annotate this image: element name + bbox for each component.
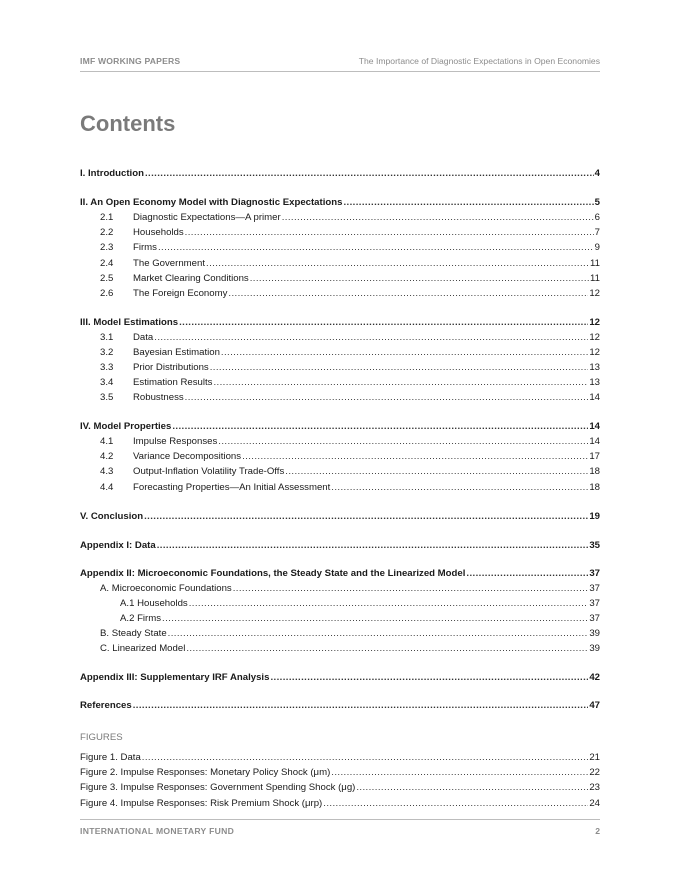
toc-entry-label: A. Microeconomic Foundations [100, 583, 232, 594]
toc-entry-page: 37 [589, 613, 600, 624]
toc-entry-number: 2.3 [100, 242, 114, 253]
toc-entry-label: Appendix III: Supplementary IRF Analysis [80, 672, 270, 683]
dot-leader [218, 434, 588, 449]
toc-entry-page: 5 [594, 197, 600, 208]
dot-leader [242, 449, 588, 464]
page-footer [80, 819, 600, 840]
toc-entry-label: Households [133, 227, 184, 238]
toc-entry-number: 2.5 [100, 273, 114, 284]
toc-entry[interactable] [80, 480, 600, 495]
dot-leader [185, 225, 594, 240]
toc-entry-number: 4.2 [100, 451, 114, 462]
toc-entry-label: Bayesian Estimation [133, 347, 220, 358]
toc-entry[interactable] [80, 256, 600, 271]
toc-entry-label: Figure 4. Impulse Responses: Risk Premium Shock (μrp) [80, 798, 323, 809]
toc-entry-label: Prior Distributions [133, 362, 209, 373]
dot-leader [186, 641, 588, 656]
toc-section-entry[interactable] [80, 566, 600, 581]
figure-entry[interactable] [80, 750, 600, 765]
toc-entry[interactable] [80, 330, 600, 345]
toc-entry-label: Data [133, 332, 154, 343]
toc-entry-page: 17 [589, 451, 600, 462]
toc-entry-page: 6 [594, 212, 600, 223]
toc-entry-page: 37 [589, 598, 600, 609]
toc-entry-page: 35 [589, 540, 600, 551]
dot-leader [331, 480, 588, 495]
toc-entry-label: IV. Model Properties [80, 421, 172, 432]
toc-section-entry[interactable] [80, 166, 600, 181]
toc-entry[interactable] [80, 375, 600, 390]
toc-entry[interactable] [80, 390, 600, 405]
toc-entry-label: The Foreign Economy [133, 288, 228, 299]
dot-leader [282, 210, 594, 225]
dot-leader [250, 271, 589, 286]
toc-entry-label: Forecasting Properties—An Initial Assessment [133, 482, 331, 493]
toc-entry-label: III. Model Estimations [80, 317, 179, 328]
toc-entry-page: 9 [594, 242, 600, 253]
toc-entry-label: Figure 1. Data [80, 752, 141, 763]
toc-entry[interactable] [80, 464, 600, 479]
dot-leader [157, 538, 589, 553]
toc-entry-page: 13 [589, 362, 600, 373]
toc-entry[interactable] [80, 626, 600, 641]
toc-entry-page: 14 [589, 421, 600, 432]
toc-entry-page: 18 [589, 482, 600, 493]
toc-entry-number: 4.1 [100, 436, 114, 447]
toc-entry[interactable] [80, 210, 600, 225]
toc-entry-page: 39 [589, 628, 600, 639]
toc-section-entry[interactable] [80, 419, 600, 434]
toc-entry-page: 4 [594, 168, 600, 179]
toc-entry-page: 37 [589, 583, 600, 594]
toc-entry-number: 2.2 [100, 227, 114, 238]
toc-section-entry[interactable] [80, 670, 600, 685]
toc-section-entry[interactable] [80, 195, 600, 210]
toc-entry-number: 3.4 [100, 377, 114, 388]
toc-entry-page: 12 [589, 288, 600, 299]
dot-leader [323, 796, 588, 811]
toc-entry-page: 11 [590, 273, 600, 284]
toc-entry-page: 19 [589, 511, 600, 522]
toc-entry-page: 12 [589, 332, 600, 343]
dot-leader [285, 464, 588, 479]
toc-entry[interactable] [80, 581, 600, 596]
dot-leader [185, 390, 589, 405]
toc-entry-number: 2.4 [100, 258, 114, 269]
toc-entry-label: A.2 Firms [120, 613, 162, 624]
toc-entry-number: 4.3 [100, 466, 114, 477]
toc-entry[interactable] [80, 596, 600, 611]
toc-section-entry[interactable] [80, 315, 600, 330]
toc-entry-page: 14 [589, 392, 600, 403]
toc-entry-page: 11 [590, 258, 600, 269]
toc-entry-page: 13 [589, 377, 600, 388]
toc-section-entry[interactable] [80, 509, 600, 524]
toc-entry[interactable] [80, 225, 600, 240]
toc-entry[interactable] [80, 271, 600, 286]
dot-leader [142, 750, 589, 765]
toc-entry-number: 2.6 [100, 288, 114, 299]
toc-entry-label: Output-Inflation Volatility Trade-Offs [133, 466, 285, 477]
toc-entry-label: Estimation Results [133, 377, 213, 388]
toc-entry-page: 47 [589, 700, 600, 711]
dot-leader [168, 626, 589, 641]
dot-leader [154, 330, 588, 345]
toc-entry-page: 23 [589, 782, 600, 793]
toc-entry-label: Diagnostic Expectations—A primer [133, 212, 281, 223]
page-header [80, 55, 600, 72]
figure-entry[interactable] [80, 765, 600, 780]
toc-entry-page: 24 [589, 798, 600, 809]
toc-entry-number: 3.5 [100, 392, 114, 403]
dot-leader [233, 581, 589, 596]
toc-section-entry[interactable] [80, 698, 600, 713]
footer-organization: INTERNATIONAL MONETARY FUND [80, 826, 235, 836]
toc-entry-label: Impulse Responses [133, 436, 218, 447]
toc-entry[interactable] [80, 449, 600, 464]
figure-entry[interactable] [80, 780, 600, 795]
dot-leader [189, 596, 589, 611]
toc-entry-label: V. Conclusion [80, 511, 144, 522]
toc-entry-label: Firms [133, 242, 157, 253]
toc-entry[interactable] [80, 360, 600, 375]
toc-entry-label: Market Clearing Conditions [133, 273, 249, 284]
toc-entry-page: 39 [589, 643, 600, 654]
toc-entry-label: Variance Decompositions [133, 451, 242, 462]
dot-leader [331, 765, 588, 780]
dot-leader [133, 698, 589, 713]
dot-leader [172, 419, 588, 434]
page-number: 2 [595, 826, 600, 836]
header-paper-title: The Importance of Diagnostic Expectations in Open Economies [358, 56, 600, 66]
dot-leader [213, 375, 588, 390]
toc-entry[interactable] [80, 611, 600, 626]
toc-entry-label: The Government [133, 258, 205, 269]
figure-entry[interactable] [80, 796, 600, 811]
toc-entry[interactable] [80, 240, 600, 255]
toc-entry-page: 37 [589, 568, 600, 579]
dot-leader [145, 166, 594, 181]
dot-leader [228, 286, 588, 301]
figures-heading: FIGURES [80, 732, 123, 743]
dot-leader [221, 345, 588, 360]
toc-entry-label: I. Introduction [80, 168, 144, 179]
header-series-label: IMF WORKING PAPERS [80, 56, 181, 66]
page-title: Contents [80, 111, 176, 136]
dot-leader [162, 611, 588, 626]
toc-entry-label: Robustness [133, 392, 184, 403]
dot-leader [356, 780, 588, 795]
dot-leader [206, 256, 589, 271]
toc-entry-page: 7 [594, 227, 600, 238]
toc-entry[interactable] [80, 286, 600, 301]
dot-leader [158, 240, 594, 255]
toc-entry-number: 3.1 [100, 332, 114, 343]
toc-entry-page: 42 [589, 672, 600, 683]
toc-entry[interactable] [80, 345, 600, 360]
toc-entry-label: B. Steady State [100, 628, 167, 639]
toc-entry-number: 2.1 [100, 212, 114, 223]
toc-entry[interactable] [80, 641, 600, 656]
dot-leader [210, 360, 589, 375]
toc-entry-page: 21 [589, 752, 600, 763]
dot-leader [144, 509, 588, 524]
toc-entry-page: 14 [589, 436, 600, 447]
toc-entry-label: C. Linearized Model [100, 643, 186, 654]
toc-entry-label: References [80, 700, 132, 711]
toc-entry-page: 12 [589, 317, 600, 328]
dot-leader [466, 566, 588, 581]
toc-entry-label: Appendix II: Microeconomic Foundations, the Steady State and the Linearized Model [80, 568, 466, 579]
toc-entry-number: 3.3 [100, 362, 114, 373]
dot-leader [270, 670, 588, 685]
dot-leader [179, 315, 588, 330]
toc-entry-number: 3.2 [100, 347, 114, 358]
toc-entry-label: Appendix I: Data [80, 540, 156, 551]
toc-entry-number: 4.4 [100, 482, 114, 493]
toc-entry-label: A.1 Households [120, 598, 188, 609]
toc-entry[interactable] [80, 434, 600, 449]
toc-section-entry[interactable] [80, 538, 600, 553]
dot-leader [343, 195, 593, 210]
toc-entry-label: Figure 2. Impulse Responses: Monetary Policy Shock (μm) [80, 767, 331, 778]
toc-entry-label: Figure 3. Impulse Responses: Government Spending Shock (μg) [80, 782, 356, 793]
toc-entry-page: 18 [589, 466, 600, 477]
toc-entry-page: 12 [589, 347, 600, 358]
toc-entry-label: II. An Open Economy Model with Diagnostic Expectations [80, 197, 343, 208]
toc-entry-page: 22 [589, 767, 600, 778]
